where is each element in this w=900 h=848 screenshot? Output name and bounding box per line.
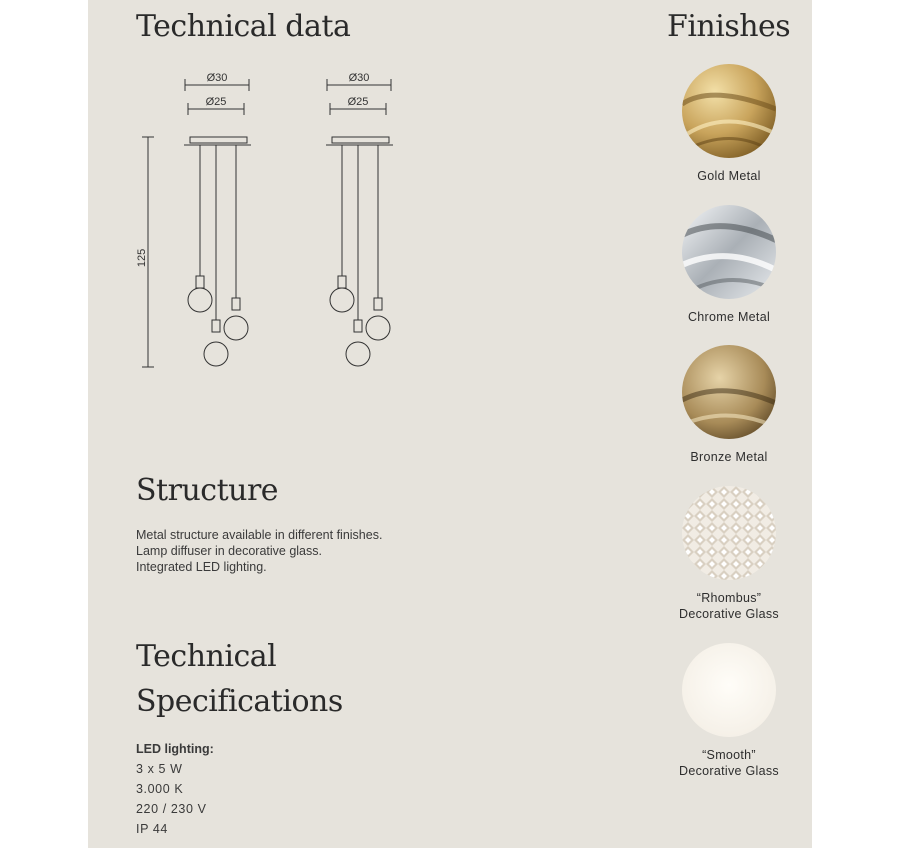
structure-title: Structure bbox=[136, 473, 279, 508]
smooth-glass-swatch bbox=[682, 643, 776, 737]
finish-label: Chrome Metal bbox=[687, 310, 771, 324]
finish-label-line2: Decorative Glass bbox=[679, 607, 779, 621]
technical-drawing bbox=[130, 62, 410, 382]
dim-height-label: 125 bbox=[136, 248, 148, 268]
bulb-right-3 bbox=[366, 316, 390, 340]
technical-data-title: Technical data bbox=[136, 9, 351, 44]
finish-label: Bronze Metal bbox=[690, 450, 768, 464]
structure-description bbox=[136, 527, 382, 575]
bulb-left-2 bbox=[204, 342, 228, 366]
spec-label: LED lighting: bbox=[136, 742, 214, 756]
chrome-swatch bbox=[682, 205, 776, 299]
finish-label-line1: “Smooth” bbox=[702, 748, 756, 762]
finish-bronze[interactable] bbox=[668, 345, 790, 465]
dim-outer-label-right: Ø30 bbox=[348, 72, 370, 84]
finish-chrome[interactable] bbox=[668, 205, 790, 325]
structure-line: Metal structure available in different finishes. bbox=[136, 528, 383, 542]
finish-smooth-glass[interactable] bbox=[668, 643, 790, 779]
spec-list bbox=[136, 742, 214, 839]
gold-swatch bbox=[682, 64, 776, 158]
finish-label bbox=[668, 590, 790, 622]
bulb-right-1 bbox=[330, 288, 354, 312]
dim-outer-label-left: Ø30 bbox=[206, 72, 228, 84]
dim-inner-label-left: Ø25 bbox=[205, 96, 227, 108]
dim-inner-label-right: Ø25 bbox=[347, 96, 369, 108]
spec-value: 3.000 K bbox=[136, 782, 184, 796]
finish-label-line1: “Rhombus” bbox=[696, 591, 762, 605]
finish-label: Gold Metal bbox=[697, 169, 761, 183]
bulb-left-3 bbox=[224, 316, 248, 340]
tech-specs-title-line1: Technical bbox=[136, 639, 277, 674]
rhombus-glass-swatch bbox=[682, 486, 776, 580]
bulb-left-1 bbox=[188, 288, 212, 312]
finish-rhombus-glass[interactable] bbox=[668, 486, 790, 622]
structure-line: Integrated LED lighting. bbox=[136, 560, 267, 574]
structure-line: Lamp diffuser in decorative glass. bbox=[136, 544, 322, 558]
bronze-swatch bbox=[682, 345, 776, 439]
spec-value: 220 / 230 V bbox=[136, 802, 207, 816]
finish-label bbox=[668, 747, 790, 779]
tech-specs-title-line2: Specifications bbox=[136, 684, 343, 719]
spec-value: 3 x 5 W bbox=[136, 762, 183, 776]
finish-gold[interactable] bbox=[668, 64, 790, 184]
canopy-left bbox=[190, 137, 247, 143]
spec-value: IP 44 bbox=[136, 822, 168, 836]
bulb-right-2 bbox=[346, 342, 370, 366]
finishes-title: Finishes bbox=[667, 9, 791, 44]
finish-label-line2: Decorative Glass bbox=[679, 764, 779, 778]
canopy-right bbox=[332, 137, 389, 143]
